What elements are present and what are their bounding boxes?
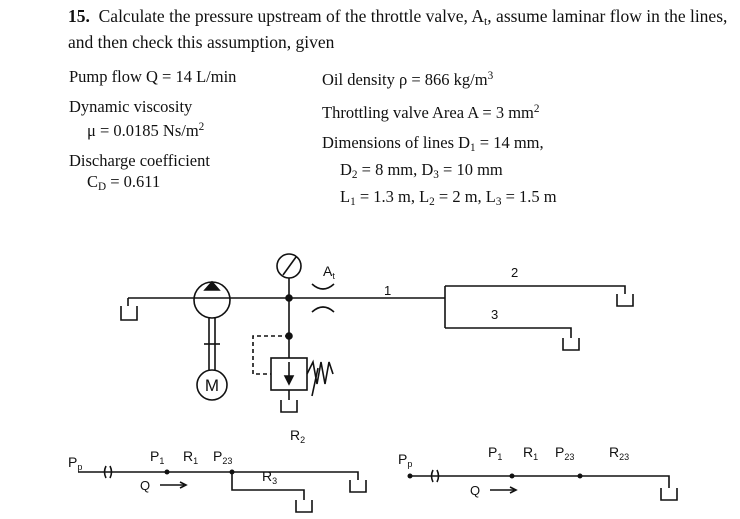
right-p23-label: $P_{23}$ xyxy=(555,444,575,462)
left-p1-label: $P_1$ xyxy=(150,448,165,466)
problem-sub-t: t xyxy=(483,13,488,28)
left-p23-label: $P_{23}$ xyxy=(213,448,233,466)
discharge-label: Discharge coefficient xyxy=(69,151,210,171)
right-r1-label: $R_1$ xyxy=(523,444,539,462)
valve-area: Throttling valve Area A = 3 $mm^2$ xyxy=(322,103,540,123)
left-pp-label: $P_p$ xyxy=(68,454,83,472)
line-lengths: $L_1 = 1.3$ m, $L_2 = 2$ m, $L_3 = 1.5$ m xyxy=(340,186,557,208)
line-3-label: 3 xyxy=(491,307,499,322)
line-dimensions-d1: Dimensions of lines $D_1 = 14$ mm, xyxy=(322,133,544,155)
left-r1-label: $R_1$ xyxy=(183,448,199,466)
line-dimensions-d2-d3: $D_2 = 8$ mm, $D_3 = 10$ mm xyxy=(340,160,503,181)
problem-text-2: , assume laminar flow in the lines, and then check this assumption, given xyxy=(68,6,728,52)
node-1-label: 1 xyxy=(384,283,392,298)
viscosity-value: μ = 0.0185 $Ns/m^2$ xyxy=(87,121,205,141)
problem-text-1: Calculate the pressure upstream of the throttle valve, A xyxy=(98,6,484,26)
line-3 xyxy=(445,328,571,338)
oil-density: Oil density ρ = 866 $kg/m^3$ xyxy=(322,70,494,90)
discharge-value: $C_D = 0.611$ xyxy=(87,172,161,193)
valve-label: $A_t$ xyxy=(323,263,335,281)
line-2-label: 2 xyxy=(511,265,519,280)
right-p1-label: $P_1$ xyxy=(488,444,503,462)
r3-label: $R_3$ xyxy=(262,468,278,486)
problem-number: 15. xyxy=(68,6,90,26)
left-q-label: Q xyxy=(140,478,151,493)
right-q-label: Q xyxy=(470,483,481,498)
suction-tank xyxy=(121,306,137,320)
throttle-valve-symbol xyxy=(312,284,334,289)
right-pp-label: $P_p$ xyxy=(398,451,413,469)
r2-label: $R_2$ xyxy=(290,427,306,445)
right-r23-label: $R_{23}$ xyxy=(609,444,630,462)
motor-label: M xyxy=(204,376,220,395)
problem-statement xyxy=(68,6,728,53)
hydraulic-circuit-diagram xyxy=(0,228,740,519)
pump-flow: Pump flow Q = 14 L/min xyxy=(69,67,237,86)
relief-tank xyxy=(281,400,297,412)
viscosity-label: Dynamic viscosity xyxy=(69,97,193,116)
params-right-column xyxy=(322,66,722,213)
params-left-column xyxy=(69,66,299,198)
line-2 xyxy=(445,286,625,294)
